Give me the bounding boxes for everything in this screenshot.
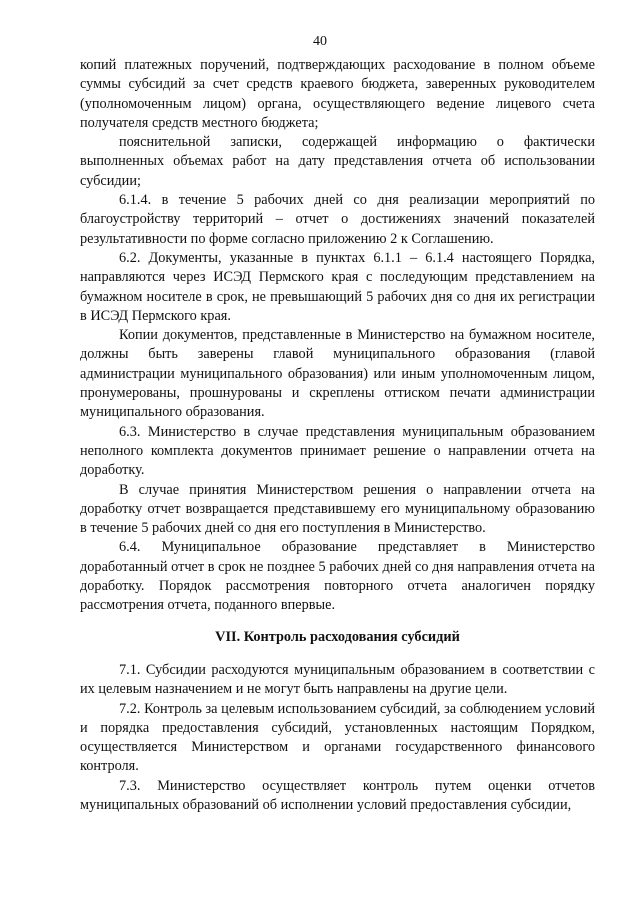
paragraph: В случае принятия Министерством решения о направлении отчета на доработку отчет возвращается представившему его муниципальному образованию в течение 5 рабочих дней со дня его поступления в Министерство.: [80, 481, 595, 537]
paragraph: 7.2. Контроль за целевым использованием субсидий, за соблюдением условий и порядка предоставления субсидий, установленных настоящим Порядком, осуществляется Министерством и органами государственного финансового контроля.: [80, 700, 595, 775]
document-body: [80, 56, 595, 815]
paragraph: пояснительной записки, содержащей информацию о фактически выполненных объемах работ на дату представления отчета об использовании субсидии;: [80, 134, 595, 189]
paragraph: 7.1. Субсидии расходуются муниципальным образованием в соответствии с их целевым назначением и не могут быть направлены на другие цели.: [80, 661, 595, 698]
paragraph: Копии документов, представленные в Министерство на бумажном носителе, должны быть заверены главой муниципального образования (главой администрации муниципального образования) или иным уполномоченным лицом, пронумерованы, прошнурованы и скреплены оттиском печати администрации муниципального образования.: [80, 327, 595, 421]
paragraph: 6.1.4. в течение 5 рабочих дней со дня реализации мероприятий по благоустройству территорий – отчет о достижениях значений показателей результативности по форме согласно приложению 2 к Соглашению.: [80, 192, 595, 247]
paragraph: 6.3. Министерство в случае представления муниципальным образованием неполного комплекта документов принимает решение о направлении отчета на доработку.: [80, 423, 595, 479]
paragraph: 6.2. Документы, указанные в пунктах 6.1.1 – 6.1.4 настоящего Порядка, направляются через ИСЭД Пермского края с последующим представлением на бумажном носителе в срок, не превышающий 5 рабочих дня со дня их регистрации в ИСЭД Пермского края.: [80, 249, 595, 324]
paragraph: копий платежных поручений, подтверждающих расходование в полном объеме суммы субсидий за счет средств краевого бюджета, заверенных руководителем (уполномоченным лицом) органа, осуществляющего ведение лицевого счета получателя средств местного бюджета;: [80, 57, 595, 131]
section-heading: VII. Контроль расходования субсидий: [215, 628, 460, 645]
page-number: 40: [313, 34, 327, 49]
paragraph: 6.4. Муниципальное образование представляет в Министерство доработанный отчет в срок не позднее 5 рабочих дней со дня направления отчета на доработку. Порядок рассмотрения повторного отчета аналогичен порядку рассмотрения отчета, поданного впервые.: [80, 539, 595, 614]
paragraph: 7.3. Министерство осуществляет контроль путем оценки отчетов муниципальных образований об исполнении условий предоставления субсидии,: [80, 777, 595, 813]
